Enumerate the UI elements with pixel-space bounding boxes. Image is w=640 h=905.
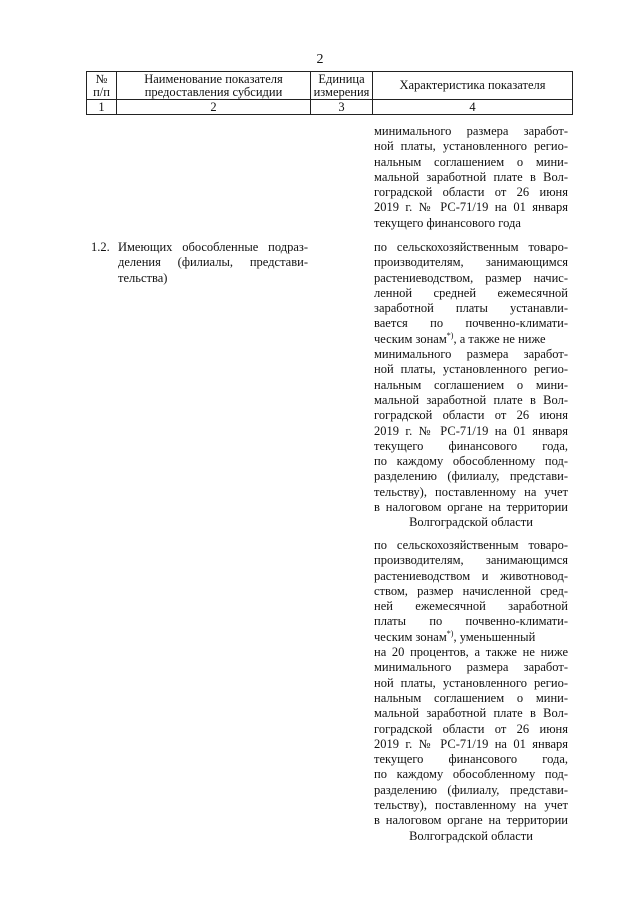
zone-footnote-line: ческим зонам*), уменьшенный xyxy=(374,628,536,644)
footnote-marker: *) xyxy=(446,628,454,638)
header-num-1: 1 xyxy=(87,100,117,115)
header-num-2: 2 xyxy=(117,100,311,115)
header-col-number: № п/п xyxy=(87,72,117,100)
header-col-unit: Единица измерения xyxy=(311,72,373,100)
footnote-marker: *) xyxy=(446,330,454,340)
table-header xyxy=(86,71,573,115)
header-num-3: 3 xyxy=(311,100,373,115)
header-num-4: 4 xyxy=(373,100,573,115)
header-col-characteristic: Характеристика показателя xyxy=(373,72,573,100)
zone-footnote-line: ческим зонам*), а также не ниже xyxy=(374,330,546,346)
characteristic-block-2: по сельскохозяйственным товаро- производителям, занимающимся растениеводством, размер начис- ленной средней ежемесячной заработной платы устанавли- вается по почвенно-климати- ческим зонам*), а также не ниже минимального размера заработ- ной платы, установленного регио- нальным соглашением о мини- мальной заработной плате в Вол- гоградской области от 26 июня 2019 г. № РС-71/19 на 01 января текущего финансового года, по каждому обособленному под- разделению (филиалу, представи- тельству), поставленному на учет в налоговом органе на территории Волгоградской области xyxy=(374,240,568,530)
row-name: Имеющих обособленные подраз- деления (филиалы, представи- тельства) xyxy=(118,240,308,285)
header-col-name: Наименование показателя предоставления субсидии xyxy=(117,72,311,100)
characteristic-block-3: по сельскохозяйственным товаро- производителям, занимающимся растениеводством и животновод- ством, размер начисленной сред- ней ежемесячной заработной платы по почвенно-климати- ческим зонам*), уменьшенный на 20 процентов, а также не ниже минимального размера заработ- ной платы, установленного регио- нальным соглашением о мини- мальной заработной плате в Вол- гоградской области от 26 июня 2019 г. № РС-71/19 на 01 января текущего финансового года, по каждому обособленному под- разделению (филиалу, представи- тельству), поставленному на учет в налоговом органе на территории Волгоградской области xyxy=(374,538,568,843)
row-number: 1.2. xyxy=(91,240,110,254)
characteristic-block-1: минимального размера заработ- ной платы, установленного регио- нальным соглашением о мини- мальной заработной плате в Вол- гоградской области от 26 июня 2019 г. № РС-71/19 на 01 января текущего финансового года xyxy=(374,124,568,230)
page-number: 2 xyxy=(316,52,324,67)
